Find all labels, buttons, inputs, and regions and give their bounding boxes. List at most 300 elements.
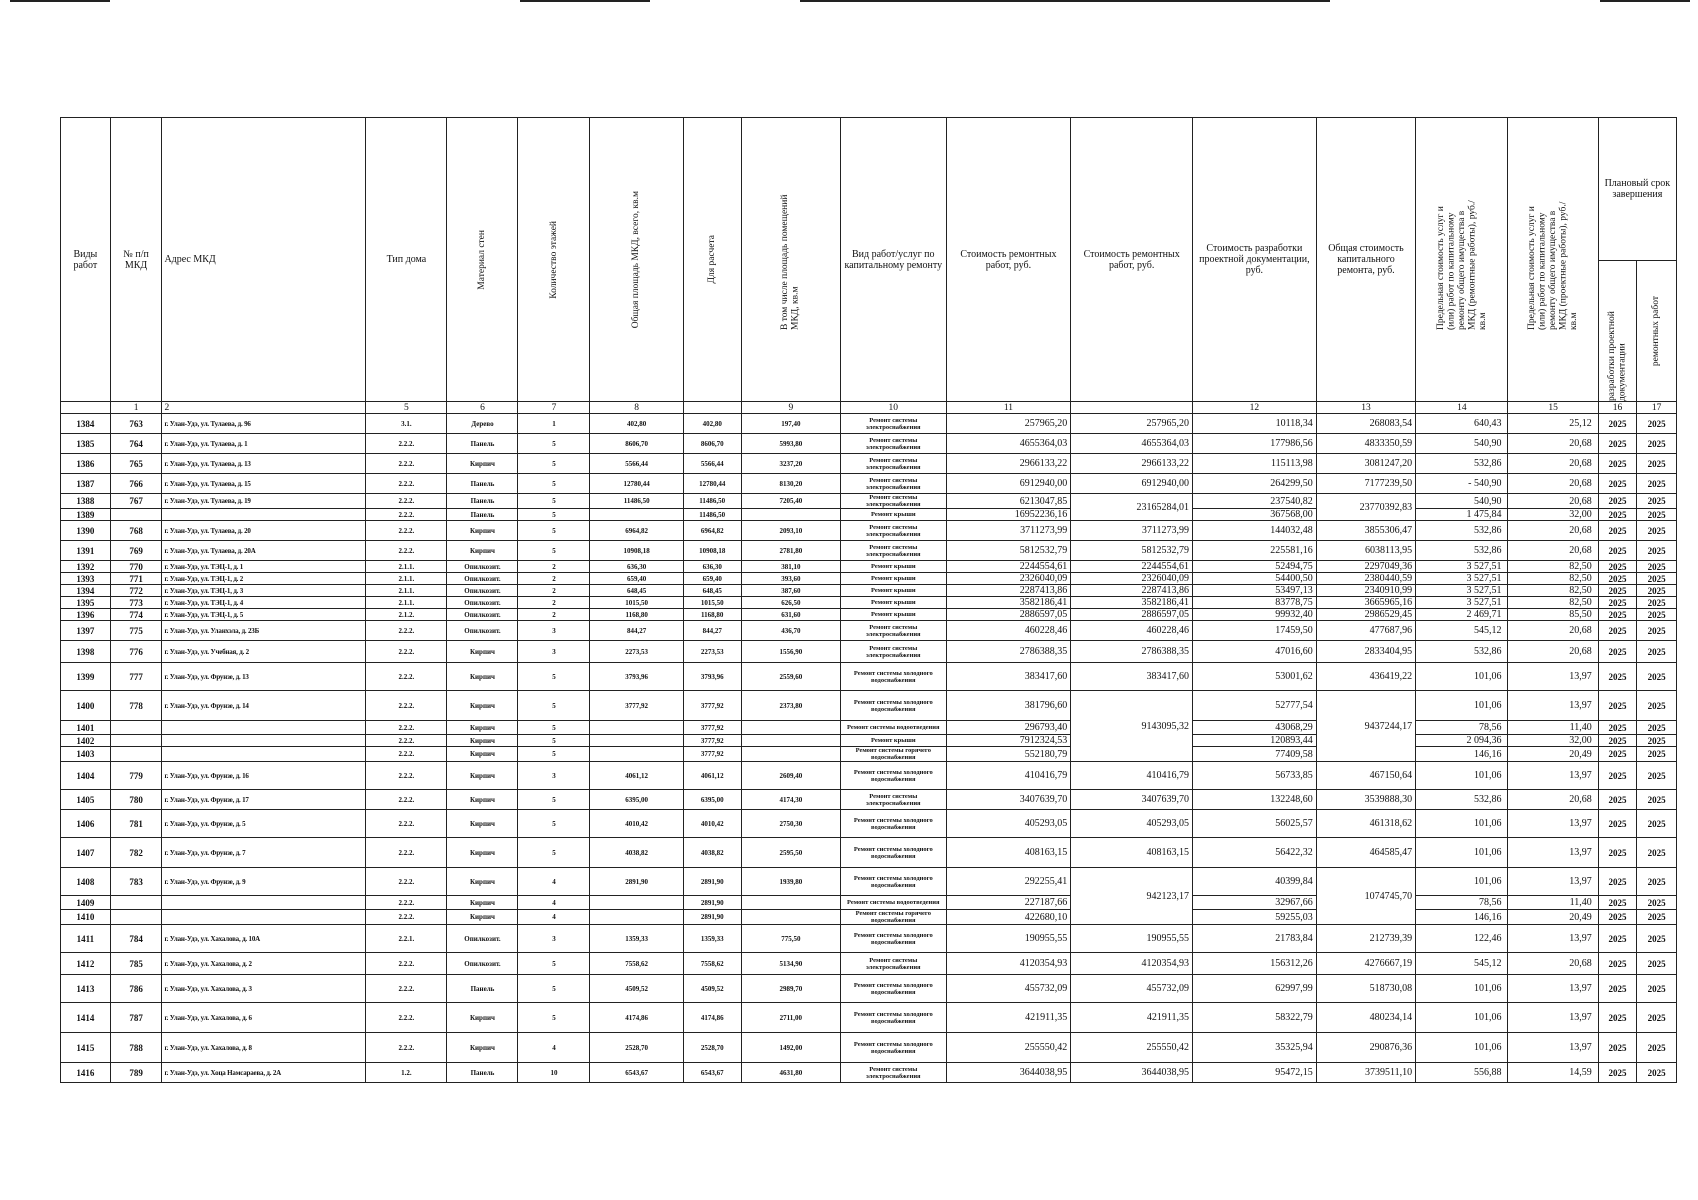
cell-lp: 82,50 (1508, 573, 1598, 585)
cell-m: Кирпич (447, 790, 518, 810)
cell-f: 5 (518, 735, 590, 747)
cell-t: 2.2.2. (366, 494, 447, 509)
cell-n: 772 (110, 585, 162, 597)
column-number (61, 402, 111, 414)
table-row (61, 561, 1677, 573)
cell-p: 2989,70 (741, 975, 840, 1003)
cell-l: 532,86 (1416, 790, 1508, 810)
table-row (61, 910, 1677, 925)
cell-v: 1386 (61, 454, 111, 474)
cell-t: 2.1.2. (366, 609, 447, 621)
cell-n (110, 896, 162, 910)
cell-v: 1409 (61, 896, 111, 910)
column-number: 5 (366, 402, 447, 414)
cell-n: 788 (110, 1033, 162, 1063)
cell-l: 101,06 (1416, 1003, 1508, 1033)
cell-t: 2.1.1. (366, 597, 447, 609)
cell-pr: 52494,75 (1193, 561, 1317, 573)
cell-c: 5566,44 (683, 454, 741, 474)
cell-c: 402,80 (683, 414, 741, 434)
cell-r2: 2287413,86 (1071, 585, 1193, 597)
cell-y2: 2025 (1637, 434, 1677, 454)
cell-y1: 2025 (1598, 597, 1637, 609)
cell-p: 2559,60 (741, 663, 840, 691)
cell-a: г. Улан-Удэ, ул. Учебная, д. 2 (162, 641, 366, 663)
cell-y1: 2025 (1598, 434, 1637, 454)
cell-l: 3 527,51 (1416, 585, 1508, 597)
cell-s: 4174,86 (590, 1003, 683, 1033)
cell-lp: 13,97 (1508, 1033, 1598, 1063)
cell-t: 2.2.2. (366, 790, 447, 810)
cell-s: 1168,80 (590, 609, 683, 621)
cell-n: 782 (110, 838, 162, 868)
cell-l: 101,06 (1416, 868, 1508, 896)
cell-r: 2786388,35 (946, 641, 1071, 663)
cell-f: 2 (518, 585, 590, 597)
cell-pr: 35325,94 (1193, 1033, 1317, 1063)
cell-pr: 99932,40 (1193, 609, 1317, 621)
cell-p: 8130,20 (741, 474, 840, 494)
cell-t: 1.2. (366, 1063, 447, 1083)
header-area-total: Общая площадь МКД, всего, кв.м (590, 118, 683, 402)
cell-a: г. Улан-Удэ, ул. ТЭЦ-1, д. 1 (162, 561, 366, 573)
cell-f: 5 (518, 474, 590, 494)
cell-r2: 3582186,41 (1071, 597, 1193, 609)
cell-c: 4509,52 (683, 975, 741, 1003)
cell-tot: 4833350,59 (1316, 434, 1415, 454)
cell-pr: 264299,50 (1193, 474, 1317, 494)
cell-r2: 6912940,00 (1071, 474, 1193, 494)
cell-w: Ремонт системы холодного водоснабжения (841, 691, 947, 721)
cell-l: 101,06 (1416, 1033, 1508, 1063)
cell-n: 786 (110, 975, 162, 1003)
cell-lp: 32,00 (1508, 735, 1598, 747)
cell-c: 636,30 (683, 561, 741, 573)
table-row (61, 541, 1677, 561)
cell-r2: 4120354,93 (1071, 953, 1193, 975)
cell-pr: 177986,56 (1193, 434, 1317, 454)
cell-t: 2.2.2. (366, 1033, 447, 1063)
cell-tot: 3081247,20 (1316, 454, 1415, 474)
cell-r2: 410416,79 (1071, 762, 1193, 790)
cell-f: 2 (518, 609, 590, 621)
cell-y1: 2025 (1598, 641, 1637, 663)
cell-y1: 2025 (1598, 1033, 1637, 1063)
cell-p: 3237,20 (741, 454, 840, 474)
cell-y2: 2025 (1637, 474, 1677, 494)
cell-f: 5 (518, 975, 590, 1003)
cell-f: 3 (518, 762, 590, 790)
cell-tot: 467150,64 (1316, 762, 1415, 790)
table-row (61, 585, 1677, 597)
cell-m: Кирпич (447, 1033, 518, 1063)
cell-c: 12780,44 (683, 474, 741, 494)
cell-t: 2.2.2. (366, 641, 447, 663)
cell-t: 2.2.2. (366, 810, 447, 838)
cell-lp: 82,50 (1508, 585, 1598, 597)
cell-l: 101,06 (1416, 838, 1508, 868)
cell-y2: 2025 (1637, 790, 1677, 810)
header-term-rem: ремонтных работ (1637, 261, 1677, 402)
cell-lp: 82,50 (1508, 561, 1598, 573)
cell-v: 1402 (61, 735, 111, 747)
cell-pr: 54400,50 (1193, 573, 1317, 585)
cell-n (110, 509, 162, 521)
cell-n: 784 (110, 925, 162, 953)
cell-p: 387,60 (741, 585, 840, 597)
cell-pr: 21783,84 (1193, 925, 1317, 953)
cell-r2: 383417,60 (1071, 663, 1193, 691)
cell-m: Опилкозит. (447, 925, 518, 953)
cell-s: 4010,42 (590, 810, 683, 838)
cell-f: 5 (518, 953, 590, 975)
cell-s: 10908,18 (590, 541, 683, 561)
cell-t: 2.2.2. (366, 541, 447, 561)
cell-f: 4 (518, 910, 590, 925)
cell-f: 5 (518, 434, 590, 454)
cell-s: 3777,92 (590, 691, 683, 721)
cell-s: 3793,96 (590, 663, 683, 691)
cell-s: 648,45 (590, 585, 683, 597)
cell-lp: 20,68 (1508, 474, 1598, 494)
cell-t: 2.1.1. (366, 573, 447, 585)
cell-r2: 4655364,03 (1071, 434, 1193, 454)
cell-v: 1396 (61, 609, 111, 621)
cell-a: г. Улан-Удэ, ул. Уланхэла, д. 23Б (162, 621, 366, 641)
cell-m: Панель (447, 509, 518, 521)
cell-t: 2.1.1. (366, 585, 447, 597)
cell-a: г. Улан-Удэ, ул. Тулаева, д. 20А (162, 541, 366, 561)
cell-y2: 2025 (1637, 454, 1677, 474)
cell-y2: 2025 (1637, 691, 1677, 721)
cell-y1: 2025 (1598, 521, 1637, 541)
cell-y1: 2025 (1598, 721, 1637, 735)
cell-s (590, 910, 683, 925)
cell-y1: 2025 (1598, 609, 1637, 621)
cell-a: г. Улан-Удэ, ул. Фрунзе, д. 5 (162, 810, 366, 838)
cell-n: 778 (110, 691, 162, 721)
cell-pr: 95472,15 (1193, 1063, 1317, 1083)
cell-l: 146,16 (1416, 910, 1508, 925)
cell-s: 2528,70 (590, 1033, 683, 1063)
cell-c: 2891,90 (683, 910, 741, 925)
cell-m: Панель (447, 975, 518, 1003)
cell-pr: 17459,50 (1193, 621, 1317, 641)
cell-v: 1412 (61, 953, 111, 975)
cell-r2: 460228,46 (1071, 621, 1193, 641)
cell-m: Панель (447, 494, 518, 509)
cell-t: 3.1. (366, 414, 447, 434)
cell-y1: 2025 (1598, 663, 1637, 691)
cell-w: Ремонт системы электроснабжения (841, 621, 947, 641)
cell-y1: 2025 (1598, 838, 1637, 868)
cell-s: 659,40 (590, 573, 683, 585)
cell-m: Кирпич (447, 721, 518, 735)
cell-pr: 56025,57 (1193, 810, 1317, 838)
table-row (61, 474, 1677, 494)
cell-n (110, 910, 162, 925)
cell-m: Кирпич (447, 747, 518, 762)
cell-tot: 518730,08 (1316, 975, 1415, 1003)
cell-c: 1168,80 (683, 609, 741, 621)
cell-a: г. Улан-Удэ, ул. ТЭЦ-1, д. 5 (162, 609, 366, 621)
cell-l: 101,06 (1416, 810, 1508, 838)
cell-tot: 7177239,50 (1316, 474, 1415, 494)
cell-c: 6964,82 (683, 521, 741, 541)
cell-w: Ремонт системы электроснабжения (841, 414, 947, 434)
cell-n (110, 721, 162, 735)
cell-v: 1399 (61, 663, 111, 691)
cell-y1: 2025 (1598, 790, 1637, 810)
cell-w: Ремонт крыши (841, 597, 947, 609)
cell-c: 4174,86 (683, 1003, 741, 1033)
cell-n: 770 (110, 561, 162, 573)
cell-pr: 52777,54 (1193, 691, 1317, 721)
table-row (61, 868, 1677, 896)
cell-a: г. Улан-Удэ, ул. Хахалова, д. 8 (162, 1033, 366, 1063)
cell-t: 2.2.2. (366, 474, 447, 494)
cell-r2: 2886597,05 (1071, 609, 1193, 621)
cell-n: 766 (110, 474, 162, 494)
cell-tot: 2986529,45 (1316, 609, 1415, 621)
cell-pr: 115113,98 (1193, 454, 1317, 474)
cell-y2: 2025 (1637, 810, 1677, 838)
cell-w: Ремонт системы холодного водоснабжения (841, 1033, 947, 1063)
cell-w: Ремонт крыши (841, 561, 947, 573)
cell-lp: 13,97 (1508, 838, 1598, 868)
cell-c: 844,27 (683, 621, 741, 641)
cell-r2: 2244554,61 (1071, 561, 1193, 573)
cell-pr: 53001,62 (1193, 663, 1317, 691)
cell-tot: 2297049,36 (1316, 561, 1415, 573)
cell-l: 545,12 (1416, 621, 1508, 641)
cell-f: 2 (518, 561, 590, 573)
cell-y1: 2025 (1598, 541, 1637, 561)
cell-p: 4631,80 (741, 1063, 840, 1083)
cell-pr: 62997,99 (1193, 975, 1317, 1003)
cell-r2: 190955,55 (1071, 925, 1193, 953)
header-floors: Количество этажей (518, 118, 590, 402)
cell-p: 381,10 (741, 561, 840, 573)
cell-v: 1410 (61, 910, 111, 925)
cell-f: 3 (518, 641, 590, 663)
header-term: Плановый срок завершения (1598, 118, 1676, 261)
cell-s: 5566,44 (590, 454, 683, 474)
cell-l: 101,06 (1416, 975, 1508, 1003)
cell-y2: 2025 (1637, 868, 1677, 896)
cell-r: 16952236,16 (946, 509, 1071, 521)
cell-l: 3 527,51 (1416, 573, 1508, 585)
cell-a: г. Улан-Удэ, ул. ТЭЦ-1, д. 2 (162, 573, 366, 585)
cell-p: 4174,30 (741, 790, 840, 810)
cell-l: 122,46 (1416, 925, 1508, 953)
cell-a: г. Улан-Удэ, ул. Хахалова, д. 3 (162, 975, 366, 1003)
cell-m: Кирпич (447, 896, 518, 910)
column-number: 17 (1637, 402, 1677, 414)
cell-t: 2.2.2. (366, 910, 447, 925)
cell-s: 636,30 (590, 561, 683, 573)
cell-r: 190955,55 (946, 925, 1071, 953)
column-number: 16 (1598, 402, 1637, 414)
cell-f: 5 (518, 509, 590, 521)
cell-r2: 2786388,35 (1071, 641, 1193, 663)
cell-w: Ремонт системы холодного водоснабжения (841, 663, 947, 691)
table-row (61, 609, 1677, 621)
cell-n: 764 (110, 434, 162, 454)
cell-f: 5 (518, 521, 590, 541)
cell-t: 2.2.2. (366, 762, 447, 790)
cell-l: 540,90 (1416, 434, 1508, 454)
table-row (61, 691, 1677, 721)
cell-w: Ремонт системы электроснабжения (841, 474, 947, 494)
capital-repair-table (60, 117, 1677, 1083)
cell-lp: 20,68 (1508, 621, 1598, 641)
cell-t: 2.1.1. (366, 561, 447, 573)
cell-tot: 290876,36 (1316, 1033, 1415, 1063)
cell-r: 383417,60 (946, 663, 1071, 691)
cell-t: 2.2.2. (366, 509, 447, 521)
cell-pr: 10118,34 (1193, 414, 1317, 434)
cell-m: Кирпич (447, 541, 518, 561)
header-cost-total: Общая стоимость капитального ремонта, руб. (1316, 118, 1415, 402)
cell-tot: 2380440,59 (1316, 573, 1415, 585)
cell-v: 1415 (61, 1033, 111, 1063)
cell-t: 2.2.2. (366, 953, 447, 975)
cell-a: г. Улан-Удэ, ул. Тулаева, д. 20 (162, 521, 366, 541)
cell-a: г. Улан-Удэ, ул. Хахалова, д. 10А (162, 925, 366, 953)
cell-y1: 2025 (1598, 509, 1637, 521)
cell-n: 767 (110, 494, 162, 509)
cell-p (741, 896, 840, 910)
cell-l: 101,06 (1416, 762, 1508, 790)
cell-s: 4509,52 (590, 975, 683, 1003)
cell-pr: 43068,29 (1193, 721, 1317, 735)
table-row (61, 621, 1677, 641)
cell-m: Кирпич (447, 641, 518, 663)
cell-a: г. Улан-Удэ, ул. Фрунзе, д. 7 (162, 838, 366, 868)
cell-w: Ремонт системы холодного водоснабжения (841, 868, 947, 896)
header-cost-rem2: Стоимость ремонтных работ, руб. (1071, 118, 1193, 402)
cell-t: 2.2.2. (366, 896, 447, 910)
header-wall: Материал стен (447, 118, 518, 402)
top-border-line (10, 0, 110, 2)
cell-r: 408163,15 (946, 838, 1071, 868)
cell-y1: 2025 (1598, 414, 1637, 434)
cell-t: 2.2.2. (366, 621, 447, 641)
cell-m: Кирпич (447, 521, 518, 541)
cell-t: 2.2.2. (366, 691, 447, 721)
cell-lp: 13,97 (1508, 663, 1598, 691)
table-row (61, 1033, 1677, 1063)
cell-l: 532,86 (1416, 641, 1508, 663)
cell-v: 1414 (61, 1003, 111, 1033)
cell-m: Опилкозит. (447, 621, 518, 641)
cell-y2: 2025 (1637, 910, 1677, 925)
cell-a (162, 896, 366, 910)
cell-m: Кирпич (447, 762, 518, 790)
cell-c: 2891,90 (683, 896, 741, 910)
cell-r: 455732,09 (946, 975, 1071, 1003)
cell-y2: 2025 (1637, 541, 1677, 561)
cell-s (590, 721, 683, 735)
cell-n: 776 (110, 641, 162, 663)
table-row (61, 494, 1677, 509)
cell-y1: 2025 (1598, 810, 1637, 838)
header-limit-proj: Предельная стоимость услуг и (или) работ по капитальному ремонту общего имущества в МКД (проектные работы), руб./кв.м (1508, 118, 1598, 402)
cell-v: 1406 (61, 810, 111, 838)
cell-t: 2.2.2. (366, 663, 447, 691)
cell-f: 5 (518, 663, 590, 691)
cell-v: 1391 (61, 541, 111, 561)
cell-c: 4061,12 (683, 762, 741, 790)
cell-p: 393,60 (741, 573, 840, 585)
cell-r2: 3407639,70 (1071, 790, 1193, 810)
cell-y2: 2025 (1637, 521, 1677, 541)
table-row (61, 925, 1677, 953)
cell-f: 5 (518, 790, 590, 810)
column-number: 1 (110, 402, 162, 414)
cell-s: 6964,82 (590, 521, 683, 541)
cell-lp: 20,68 (1508, 953, 1598, 975)
cell-r: 227187,66 (946, 896, 1071, 910)
cell-y2: 2025 (1637, 621, 1677, 641)
cell-v: 1407 (61, 838, 111, 868)
cell-w: Ремонт системы водоотведения (841, 721, 947, 735)
cell-n: 768 (110, 521, 162, 541)
cell-pr: 53497,13 (1193, 585, 1317, 597)
cell-r: 3711273,99 (946, 521, 1071, 541)
table-row (61, 810, 1677, 838)
cell-p: 5993,80 (741, 434, 840, 454)
cell-l: 2 469,71 (1416, 609, 1508, 621)
column-number: 2 (162, 402, 366, 414)
cell-r: 255550,42 (946, 1033, 1071, 1063)
cell-r: 421911,35 (946, 1003, 1071, 1033)
cell-f: 5 (518, 1003, 590, 1033)
cell-lp: 82,50 (1508, 597, 1598, 609)
cell-s: 2273,53 (590, 641, 683, 663)
cell-m: Кирпич (447, 454, 518, 474)
cell-r2: 405293,05 (1071, 810, 1193, 838)
cell-f: 5 (518, 838, 590, 868)
cell-y2: 2025 (1637, 896, 1677, 910)
cell-p: 2750,30 (741, 810, 840, 838)
table-row (61, 953, 1677, 975)
cell-p (741, 747, 840, 762)
cell-w: Ремонт системы холодного водоснабжения (841, 925, 947, 953)
cell-c: 2528,70 (683, 1033, 741, 1063)
cell-a: г. Улан-Удэ, ул. ТЭЦ-1, д. 3 (162, 585, 366, 597)
cell-lp: 20,68 (1508, 434, 1598, 454)
column-number (683, 402, 741, 414)
cell-y2: 2025 (1637, 975, 1677, 1003)
cell-c: 6543,67 (683, 1063, 741, 1083)
cell-w: Ремонт системы электроснабжения (841, 494, 947, 509)
cell-t: 2.2.1. (366, 925, 447, 953)
cell-t: 2.2.2. (366, 434, 447, 454)
cell-w: Ремонт крыши (841, 609, 947, 621)
cell-lp: 20,49 (1508, 747, 1598, 762)
cell-lp: 11,40 (1508, 721, 1598, 735)
cell-w: Ремонт системы горячего водоснабжения (841, 910, 947, 925)
cell-r2: 9143095,32 (1071, 691, 1193, 762)
cell-s: 2891,90 (590, 868, 683, 896)
cell-y2: 2025 (1637, 561, 1677, 573)
cell-l: 2 094,36 (1416, 735, 1508, 747)
header-vid: Виды работ (61, 118, 111, 402)
table-row (61, 521, 1677, 541)
cell-tot: 4276667,19 (1316, 953, 1415, 975)
